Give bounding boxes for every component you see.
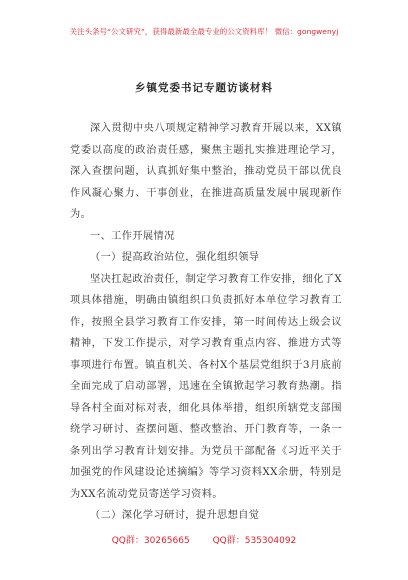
body-line: 全面完成了启动部署，迅速在全镇掀起学习教育热潮。指 xyxy=(70,381,342,392)
body-line: 导各村全面对标对表，细化具体举措，组织所辖党支部围 xyxy=(70,402,342,414)
subsection-heading: （一）提高政治站位，强化组织领导 xyxy=(90,252,260,263)
body-line: 绕学习研讨、查摆问题、整改整治、开门教育等，一条一 xyxy=(70,424,342,435)
document-title: 乡镇党委书记专题访谈材料 xyxy=(135,82,273,94)
body-line: 作，按照全县学习教育工作安排，第一时间传达上级会议 xyxy=(70,316,342,328)
footer-qq-groups xyxy=(0,533,408,546)
body-line: 为XX名流动党员寄送学习资料。 xyxy=(70,488,223,500)
body-line: 深入贯彻中央八项规定精神学习教育开展以来，XX镇 xyxy=(90,123,342,134)
qq-group-1: QQ群：30265665 xyxy=(111,536,190,546)
body-line: 为。 xyxy=(70,209,92,220)
qq-group-2: QQ群：535304092 xyxy=(212,536,297,546)
subsection-heading: （二）深化学习研讨，提升思想自觉 xyxy=(90,510,260,521)
body-line: 深入查摆问题，认真抓好集中整治，推动党员干部以优良 xyxy=(70,166,342,177)
body-line: 作风凝心聚力、干事创业，在推进高质量发展中展现新作 xyxy=(70,187,342,199)
body-line: 加强党的作风建设论述摘编》等学习资料XX余册，特别是 xyxy=(70,467,342,478)
body-line: 党委以高度的政治责任感，聚焦主题扎实推进理论学习， xyxy=(70,144,342,156)
body-line: 精神，下发工作提示，对学习教育重点内容、推进方式等 xyxy=(70,338,342,349)
body-line: 坚决扛起政治责任，制定学习教育工作安排，细化了X xyxy=(90,273,342,285)
section-heading: 一、工作开展情况 xyxy=(90,230,175,242)
document-body xyxy=(70,118,342,527)
body-line: 条列出学习教育计划安排。为党员干部配备《习近平关于 xyxy=(70,445,342,457)
body-line: 项具体措施，明确由镇组织口负责抓好本单位学习教育工 xyxy=(70,295,342,306)
body-line: 事项进行布置。镇直机关、各村X个基层党组织于3月底前 xyxy=(70,359,342,371)
top-banner: 关注头条号“公文研究”，获得最新最全最专业的公文资料库！ 微信：gongwenyj xyxy=(69,27,339,36)
